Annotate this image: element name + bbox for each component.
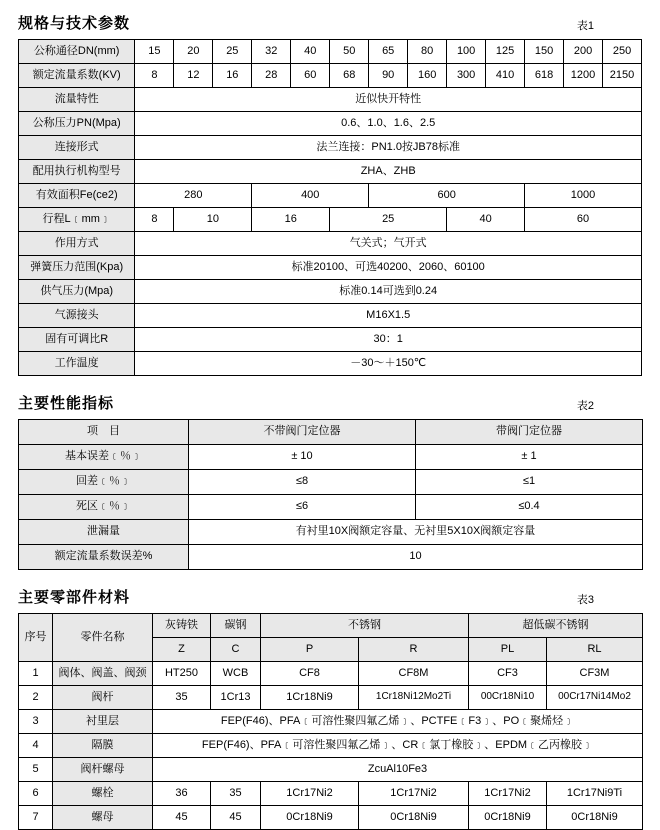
cell: 20 <box>174 40 213 64</box>
cell: 1000 <box>525 184 642 208</box>
row-number: 2 <box>19 686 53 710</box>
column-header: 不锈钢 <box>261 614 469 638</box>
cell: 0Cr18Ni9 <box>359 806 469 830</box>
table-row <box>19 545 643 570</box>
cell: 125 <box>486 40 525 64</box>
column-subheader: C <box>211 638 261 662</box>
cell: ± 10 <box>189 445 416 470</box>
table-row <box>19 208 642 232</box>
cell: 250 <box>603 40 642 64</box>
cell: 68 <box>330 64 369 88</box>
column-subheader: RL <box>547 638 643 662</box>
table-row <box>19 352 642 376</box>
cell: 标准20100、可选40200、2060、60100 <box>135 256 642 280</box>
column-subheader: P <box>261 638 359 662</box>
table-tag-3: 表3 <box>576 594 594 606</box>
cell: 1Cr17Ni9Ti <box>547 782 643 806</box>
cell: M16X1.5 <box>135 304 642 328</box>
cell: 32 <box>252 40 291 64</box>
cell: 0Cr18Ni9 <box>547 806 643 830</box>
cell: 40 <box>447 208 525 232</box>
spacer <box>18 570 642 586</box>
cell: 法兰连接：PN1.0按JB78标准 <box>135 136 642 160</box>
column-header: 超低碳不锈钢 <box>469 614 643 638</box>
row-number: 4 <box>19 734 53 758</box>
table-row <box>19 88 642 112</box>
cell: 0Cr18Ni9 <box>469 806 547 830</box>
row-label: 公称通径DN(mm) <box>19 40 135 64</box>
cell: 160 <box>408 64 447 88</box>
table-row <box>19 328 642 352</box>
table-row <box>19 470 643 495</box>
materials-table <box>18 613 643 830</box>
row-label: 弹簧压力范围(Kpa) <box>19 256 135 280</box>
table-tag-1: 表1 <box>576 20 594 32</box>
performance-table <box>18 419 643 570</box>
column-header: 灰铸铁 <box>153 614 211 638</box>
cell: 15 <box>135 40 174 64</box>
cell: 0.6、1.0、1.6、2.5 <box>135 112 642 136</box>
cell: 600 <box>369 184 525 208</box>
table-row <box>19 710 643 734</box>
row-label: 配用执行机构型号 <box>19 160 135 184</box>
part-name: 衬里层 <box>53 710 153 734</box>
cell: 25 <box>213 40 252 64</box>
cell: 60 <box>291 64 330 88</box>
row-label: 流量特性 <box>19 88 135 112</box>
table-row <box>19 662 643 686</box>
table-row <box>19 232 642 256</box>
row-label: 连接形式 <box>19 136 135 160</box>
row-label: 工作温度 <box>19 352 135 376</box>
cell: 300 <box>447 64 486 88</box>
cell: 气关式；气开式 <box>135 232 642 256</box>
cell: 1Cr18Ni12Mo2Ti <box>359 686 469 710</box>
column-header: 项 目 <box>19 420 189 445</box>
cell: 45 <box>211 806 261 830</box>
cell: 80 <box>408 40 447 64</box>
table-row <box>19 40 642 64</box>
cell: ZHA、ZHB <box>135 160 642 184</box>
table-row <box>19 256 642 280</box>
table-row <box>19 184 642 208</box>
cell: 10 <box>174 208 252 232</box>
cell: 30：1 <box>135 328 642 352</box>
row-label: 气源接头 <box>19 304 135 328</box>
cell: 1Cr13 <box>211 686 261 710</box>
cell: －30～＋150℃ <box>135 352 642 376</box>
cell: 25 <box>330 208 447 232</box>
column-header: 不带阀门定位器 <box>189 420 416 445</box>
section-header-materials <box>18 586 642 607</box>
cell: 90 <box>369 64 408 88</box>
column-subheader: PL <box>469 638 547 662</box>
cell: 10 <box>189 545 643 570</box>
row-label: 固有可调比R <box>19 328 135 352</box>
column-subheader: R <box>359 638 469 662</box>
column-header: 零件名称 <box>53 614 153 662</box>
cell: 36 <box>153 782 211 806</box>
spacer <box>18 376 642 392</box>
cell: ZcuAl10Fe3 <box>153 758 643 782</box>
cell: HT250 <box>153 662 211 686</box>
part-name: 阀体、阀盖、阀颈 <box>53 662 153 686</box>
cell: 45 <box>153 806 211 830</box>
section-header-specs <box>18 12 642 33</box>
column-subheader: Z <box>153 638 211 662</box>
cell: 近似快开特性 <box>135 88 642 112</box>
cell: 28 <box>252 64 291 88</box>
column-header: 序号 <box>19 614 53 662</box>
row-number: 3 <box>19 710 53 734</box>
row-label: 基本误差﹝％﹞ <box>19 445 189 470</box>
cell: 1Cr17Ni2 <box>359 782 469 806</box>
row-number: 7 <box>19 806 53 830</box>
cell: ≤6 <box>189 495 416 520</box>
cell: 1Cr18Ni9 <box>261 686 359 710</box>
table-row <box>19 686 643 710</box>
row-label: 有效面积Fe(ce2) <box>19 184 135 208</box>
section-title-materials: 主要零部件材料 <box>18 589 131 606</box>
cell: 410 <box>486 64 525 88</box>
cell: 618 <box>525 64 564 88</box>
row-label: 公称压力PN(Mpa) <box>19 112 135 136</box>
row-label: 泄漏量 <box>19 520 189 545</box>
part-name: 隔膜 <box>53 734 153 758</box>
cell: 00Cr18Ni10 <box>469 686 547 710</box>
cell: FEP(F46)、PFA﹝可溶性聚四氟乙烯﹞、CR﹝氯丁橡胶﹞、EPDM﹝乙丙橡胶﹞ <box>153 734 643 758</box>
table-row <box>19 112 642 136</box>
cell: 0Cr18Ni9 <box>261 806 359 830</box>
cell: CF8 <box>261 662 359 686</box>
table-row <box>19 280 642 304</box>
table-row <box>19 734 643 758</box>
cell: WCB <box>211 662 261 686</box>
cell: 35 <box>153 686 211 710</box>
row-number: 5 <box>19 758 53 782</box>
section-header-performance <box>18 392 642 413</box>
table-row <box>19 520 643 545</box>
cell: ≤0.4 <box>416 495 643 520</box>
table-row <box>19 806 643 830</box>
table-row <box>19 304 642 328</box>
cell: CF3M <box>547 662 643 686</box>
cell: FEP(F46)、PFA﹝可溶性聚四氟乙烯﹞、PCTFE﹝F3﹞、PO﹝聚烯烃﹞ <box>153 710 643 734</box>
cell: 16 <box>252 208 330 232</box>
row-label: 额定流量系数(KV) <box>19 64 135 88</box>
row-label: 回差﹝％﹞ <box>19 470 189 495</box>
cell: ≤8 <box>189 470 416 495</box>
table-row <box>19 160 642 184</box>
part-name: 螺母 <box>53 806 153 830</box>
cell: 400 <box>252 184 369 208</box>
cell: 8 <box>135 64 174 88</box>
table-header-row <box>19 420 643 445</box>
cell: 65 <box>369 40 408 64</box>
table-row <box>19 495 643 520</box>
cell: 12 <box>174 64 213 88</box>
table-header-row <box>19 614 643 638</box>
cell: 16 <box>213 64 252 88</box>
row-label: 死区﹝％﹞ <box>19 495 189 520</box>
table-row <box>19 64 642 88</box>
cell: ≤1 <box>416 470 643 495</box>
row-label: 供气压力(Mpa) <box>19 280 135 304</box>
row-number: 1 <box>19 662 53 686</box>
row-label: 作用方式 <box>19 232 135 256</box>
cell: 8 <box>135 208 174 232</box>
cell: 1Cr17Ni2 <box>469 782 547 806</box>
table-tag-2: 表2 <box>576 400 594 412</box>
cell: CF8M <box>359 662 469 686</box>
cell: 280 <box>135 184 252 208</box>
column-header: 碳钢 <box>211 614 261 638</box>
table-row <box>19 445 643 470</box>
cell: 150 <box>525 40 564 64</box>
row-label: 额定流量系数误差% <box>19 545 189 570</box>
row-number: 6 <box>19 782 53 806</box>
table-row <box>19 136 642 160</box>
column-header: 带阀门定位器 <box>416 420 643 445</box>
section-title-performance: 主要性能指标 <box>18 395 115 412</box>
cell: 1Cr17Ni2 <box>261 782 359 806</box>
cell: 35 <box>211 782 261 806</box>
part-name: 阀杆螺母 <box>53 758 153 782</box>
cell: 100 <box>447 40 486 64</box>
cell: 200 <box>564 40 603 64</box>
cell: 1200 <box>564 64 603 88</box>
table-row <box>19 782 643 806</box>
cell: 40 <box>291 40 330 64</box>
table-row <box>19 758 643 782</box>
cell: 有衬里10X阀额定容量、无衬里5X10X阀额定容量 <box>189 520 643 545</box>
part-name: 阀杆 <box>53 686 153 710</box>
part-name: 螺栓 <box>53 782 153 806</box>
cell: 标准0.14可选到0.24 <box>135 280 642 304</box>
specs-table <box>18 39 642 376</box>
section-title-specs: 规格与技术参数 <box>18 15 131 32</box>
cell: 00Cr17Ni14Mo2 <box>547 686 643 710</box>
cell: ± 1 <box>416 445 643 470</box>
cell: 2150 <box>603 64 642 88</box>
row-label: 行程L﹝mm﹞ <box>19 208 135 232</box>
cell: CF3 <box>469 662 547 686</box>
cell: 50 <box>330 40 369 64</box>
cell: 60 <box>525 208 642 232</box>
